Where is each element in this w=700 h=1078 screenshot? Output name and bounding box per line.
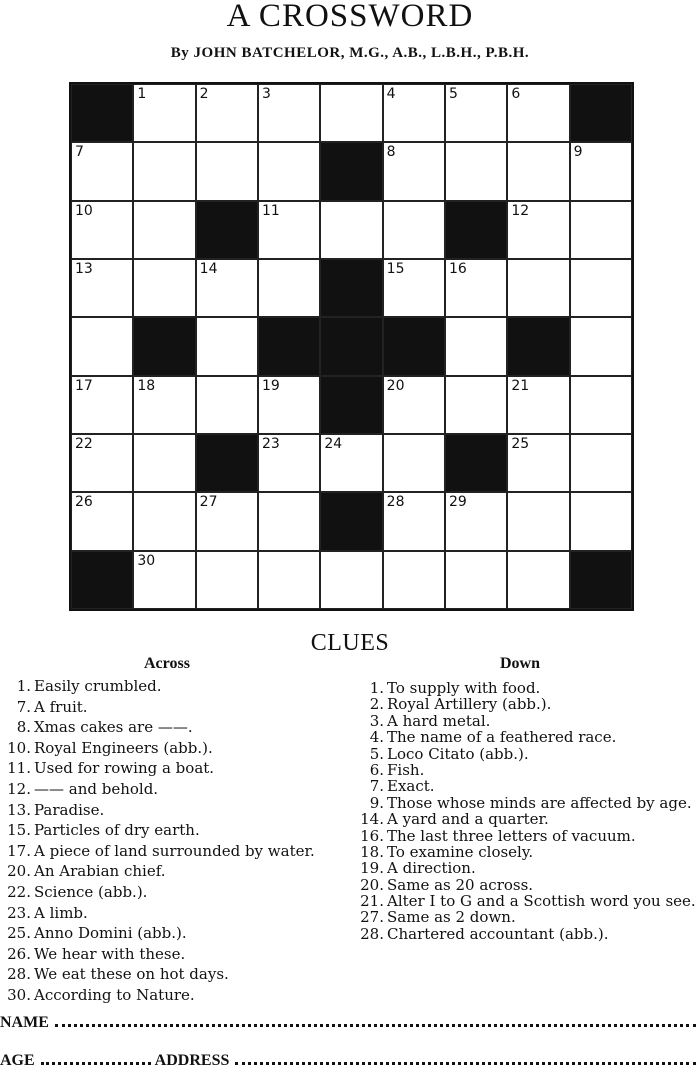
clue-number: 7.: [16, 697, 31, 716]
clue-number: 3.: [369, 711, 384, 730]
clue-number: 20.: [7, 862, 31, 881]
down-clue: [357, 826, 700, 845]
grid-cell[interactable]: [258, 201, 320, 259]
grid-cell[interactable]: [383, 551, 445, 609]
grid-cell[interactable]: [570, 492, 632, 550]
grid-cell-black: [320, 376, 382, 434]
grid-cell[interactable]: [133, 551, 195, 609]
grid-cell[interactable]: [71, 259, 133, 317]
grid-cell[interactable]: [196, 142, 258, 200]
across-clue: [4, 761, 349, 777]
cell-number: 7: [75, 144, 84, 161]
clue-number: 23.: [7, 903, 31, 922]
clue-text: —— and behold.: [34, 779, 159, 798]
cell-number: 9: [573, 144, 583, 161]
grid-cell[interactable]: [507, 551, 569, 609]
grid-cell[interactable]: [71, 317, 133, 375]
cell-number: 29: [448, 494, 467, 511]
cell-number: 28: [386, 494, 405, 511]
grid-cell[interactable]: [196, 492, 258, 550]
grid-cell[interactable]: [445, 259, 507, 317]
grid-cell[interactable]: [258, 551, 320, 609]
clue-number: 8.: [16, 718, 31, 737]
across-heading: Across: [144, 655, 190, 672]
down-clue: [357, 779, 700, 795]
cell-number: 24: [324, 435, 343, 452]
clue-text: Those whose minds are affected by age.: [387, 793, 692, 812]
grid-cell[interactable]: [320, 84, 382, 142]
cell-number: 27: [199, 494, 218, 511]
clue-number: 12.: [7, 779, 31, 798]
clue-text: A fruit.: [34, 697, 88, 716]
clue-text: According to Nature.: [34, 985, 195, 1004]
grid-cell-black: [383, 317, 445, 375]
cell-number: 10: [75, 202, 93, 219]
grid-cell[interactable]: [320, 201, 382, 259]
across-clue: [4, 738, 349, 757]
clue-number: 25.: [7, 924, 31, 943]
down-clue: [357, 812, 700, 828]
grid-cell[interactable]: [71, 201, 133, 259]
across-clue: [4, 944, 349, 963]
cell-number: 5: [448, 86, 458, 102]
grid-cell[interactable]: [570, 317, 632, 375]
grid-cell[interactable]: [570, 201, 632, 259]
grid-cell[interactable]: [445, 142, 507, 200]
across-clue: [4, 882, 349, 901]
cell-number: 12: [511, 202, 530, 219]
across-clue: [4, 926, 349, 942]
byline: By JOHN BATCHELOR, M.G., A.B., L.B.H., P.B.H.: [170, 45, 530, 61]
grid-cell[interactable]: [507, 434, 569, 492]
address-label: ADDRESS: [154, 1052, 230, 1069]
clue-number: 10.: [7, 738, 31, 757]
clue-number: 27.: [360, 908, 384, 927]
cell-number: 17: [75, 377, 93, 394]
grid-cell[interactable]: [258, 492, 320, 550]
grid-cell[interactable]: [445, 84, 507, 142]
grid-cell-black: [196, 201, 258, 259]
clue-text: Same as 20 across.: [387, 875, 534, 894]
cell-number: 6: [511, 86, 521, 102]
grid-cell-black: [71, 551, 133, 609]
across-clue: [4, 800, 349, 819]
clue-text: The name of a feathered race.: [387, 728, 617, 747]
clue-number: 16.: [360, 826, 384, 845]
grid-cell[interactable]: [570, 434, 632, 492]
grid-cell[interactable]: [133, 259, 195, 317]
grid-cell[interactable]: [320, 551, 382, 609]
clue-text: A piece of land surrounded by water.: [34, 841, 315, 860]
clue-text: Xmas cakes are ——.: [34, 718, 193, 737]
cell-number: 3: [261, 86, 271, 102]
across-clue-list: [4, 679, 349, 1009]
cell-number: 2: [199, 86, 209, 102]
down-clue: [357, 744, 700, 763]
down-clue: [357, 910, 700, 926]
across-clue: [4, 864, 349, 880]
clue-number: 21.: [360, 892, 384, 911]
grid-cell[interactable]: [383, 201, 445, 259]
clue-text: Particles of dry earth.: [34, 821, 200, 840]
grid-cell[interactable]: [71, 142, 133, 200]
clue-text: Easily crumbled.: [34, 677, 162, 695]
grid-cell[interactable]: [383, 492, 445, 550]
clue-number: 13.: [7, 800, 31, 819]
age-address-row: [0, 1052, 700, 1070]
grid-cell[interactable]: [507, 259, 569, 317]
clue-text: A limb.: [34, 903, 88, 922]
grid-cell[interactable]: [570, 259, 632, 317]
grid-cell-black: [445, 201, 507, 259]
across-clue: [4, 985, 349, 1004]
grid-cell[interactable]: [383, 376, 445, 434]
down-clue: [357, 861, 700, 877]
clue-text: Same as 2 down.: [387, 908, 516, 927]
cell-number: 26: [75, 494, 93, 511]
clue-text: Chartered accountant (abb.).: [387, 924, 609, 943]
grid-cell-black: [445, 434, 507, 492]
cell-number: 13: [75, 260, 93, 277]
grid-cell[interactable]: [71, 434, 133, 492]
clue-text: A yard and a quarter.: [387, 810, 549, 829]
cell-number: 25: [511, 435, 530, 452]
grid-cell[interactable]: [133, 142, 195, 200]
grid-cell[interactable]: [507, 201, 569, 259]
clue-number: 5.: [369, 744, 384, 763]
clue-number: 4.: [369, 728, 384, 747]
clue-number: 1.: [16, 677, 31, 695]
clue-number: 30.: [7, 985, 31, 1004]
clue-number: 22.: [7, 882, 31, 901]
cell-number: 18: [137, 377, 156, 394]
grid-cell-black: [133, 317, 195, 375]
grid-cell[interactable]: [383, 259, 445, 317]
across-clue: [4, 841, 349, 860]
clue-text: To supply with food.: [387, 679, 541, 697]
cell-number: 20: [386, 377, 405, 394]
cell-number: 23: [261, 435, 280, 452]
grid-cell-black: [570, 551, 632, 609]
grid-cell-black: [258, 317, 320, 375]
cell-number: 21: [511, 377, 530, 394]
name-label: NAME: [0, 1014, 49, 1031]
clue-text: Anno Domini (abb.).: [34, 924, 187, 943]
cell-number: 14: [199, 260, 218, 277]
clue-number: 28.: [360, 924, 384, 943]
clue-number: 14.: [360, 810, 384, 829]
cell-number: 1: [137, 86, 147, 102]
clues-heading: CLUES: [310, 630, 390, 656]
cell-number: 30: [137, 552, 156, 569]
clue-text: We eat these on hot days.: [34, 965, 229, 984]
age-label: AGE: [0, 1052, 35, 1069]
cell-number: 19: [261, 377, 280, 394]
grid-cell[interactable]: [383, 434, 445, 492]
grid-cell[interactable]: [196, 259, 258, 317]
grid-cell[interactable]: [570, 376, 632, 434]
clue-number: 11.: [7, 759, 31, 778]
grid-cell[interactable]: [133, 492, 195, 550]
name-fill-line[interactable]: [55, 1023, 696, 1027]
grid-cell[interactable]: [196, 317, 258, 375]
clue-number: 2.: [369, 695, 384, 714]
grid-cell[interactable]: [133, 201, 195, 259]
down-clue: [357, 730, 700, 746]
clue-text: Royal Engineers (abb.).: [34, 738, 213, 757]
grid-cell-black: [320, 259, 382, 317]
grid-cell-black: [507, 317, 569, 375]
cell-number: 4: [386, 86, 396, 102]
grid-cell[interactable]: [258, 376, 320, 434]
clue-text: Exact.: [387, 777, 435, 796]
cell-number: 16: [448, 260, 467, 277]
page-title: A CROSSWORD: [226, 0, 474, 34]
clue-number: 1.: [369, 679, 384, 697]
cell-number: 22: [75, 435, 93, 452]
grid-cell[interactable]: [570, 142, 632, 200]
grid-cell[interactable]: [445, 551, 507, 609]
clue-text: To examine closely.: [387, 842, 534, 861]
grid-cell[interactable]: [445, 317, 507, 375]
grid-cell[interactable]: [383, 142, 445, 200]
grid-cell[interactable]: [445, 376, 507, 434]
clue-text: Loco Citato (abb.).: [387, 744, 529, 763]
grid-cell-black: [320, 317, 382, 375]
clue-text: Paradise.: [34, 800, 105, 819]
clue-text: Alter I to G and a Scottish word you see.: [387, 892, 696, 911]
clue-number: 15.: [7, 821, 31, 840]
grid-cell[interactable]: [133, 434, 195, 492]
clue-number: 9.: [369, 793, 384, 812]
down-clue: [357, 697, 700, 713]
grid-cell[interactable]: [258, 259, 320, 317]
across-clue: [4, 903, 349, 922]
clue-text: A hard metal.: [387, 711, 491, 730]
grid-cell-black: [71, 84, 133, 142]
grid-cell[interactable]: [196, 376, 258, 434]
grid-cell[interactable]: [196, 84, 258, 142]
crossword-grid: [69, 82, 634, 611]
clue-text: We hear with these.: [34, 944, 186, 963]
cell-number: 15: [386, 260, 405, 277]
clue-number: 20.: [360, 875, 384, 894]
grid-cell[interactable]: [507, 376, 569, 434]
across-clue: [4, 967, 349, 983]
clue-text: Royal Artillery (abb.).: [387, 695, 552, 714]
across-clue: [4, 697, 349, 716]
grid-cell[interactable]: [507, 142, 569, 200]
grid-cell[interactable]: [258, 84, 320, 142]
grid-cell-black: [570, 84, 632, 142]
grid-cell[interactable]: [507, 84, 569, 142]
clue-text: A direction.: [387, 859, 476, 878]
clue-number: 7.: [369, 777, 384, 796]
grid-cell[interactable]: [71, 376, 133, 434]
clue-number: 28.: [7, 965, 31, 984]
grid-cell[interactable]: [507, 492, 569, 550]
grid-cell[interactable]: [445, 492, 507, 550]
clue-text: The last three letters of vacuum.: [387, 826, 636, 845]
grid-cell[interactable]: [71, 492, 133, 550]
clue-text: Science (abb.).: [34, 882, 148, 901]
grid-cell[interactable]: [320, 434, 382, 492]
cell-number: 8: [386, 144, 396, 161]
clue-text: Used for rowing a boat.: [34, 759, 215, 778]
down-heading: Down: [500, 655, 541, 672]
grid-cell[interactable]: [383, 84, 445, 142]
clue-text: Fish.: [387, 760, 425, 779]
across-clue: [4, 779, 349, 798]
clue-number: 6.: [369, 760, 384, 779]
grid-cell[interactable]: [133, 84, 195, 142]
grid-cell[interactable]: [133, 376, 195, 434]
across-clue: [4, 720, 349, 736]
grid-cell[interactable]: [196, 551, 258, 609]
clue-number: 26.: [7, 944, 31, 963]
cell-number: 11: [261, 202, 280, 219]
grid-cell[interactable]: [258, 142, 320, 200]
down-clue-list: [357, 681, 700, 943]
grid-cell-black: [320, 492, 382, 550]
across-clue: [4, 823, 349, 839]
clue-number: 19.: [360, 859, 384, 878]
across-clue: [4, 679, 349, 695]
down-clue: [357, 924, 700, 943]
clue-number: 17.: [7, 841, 31, 860]
age-fill-line[interactable]: [41, 1061, 151, 1065]
grid-cell-black: [320, 142, 382, 200]
grid-cell[interactable]: [258, 434, 320, 492]
address-fill-line[interactable]: [235, 1061, 696, 1065]
clue-text: An Arabian chief.: [34, 862, 166, 881]
grid-cell-black: [196, 434, 258, 492]
name-field-row: [0, 1014, 700, 1032]
clue-number: 18.: [360, 842, 384, 861]
